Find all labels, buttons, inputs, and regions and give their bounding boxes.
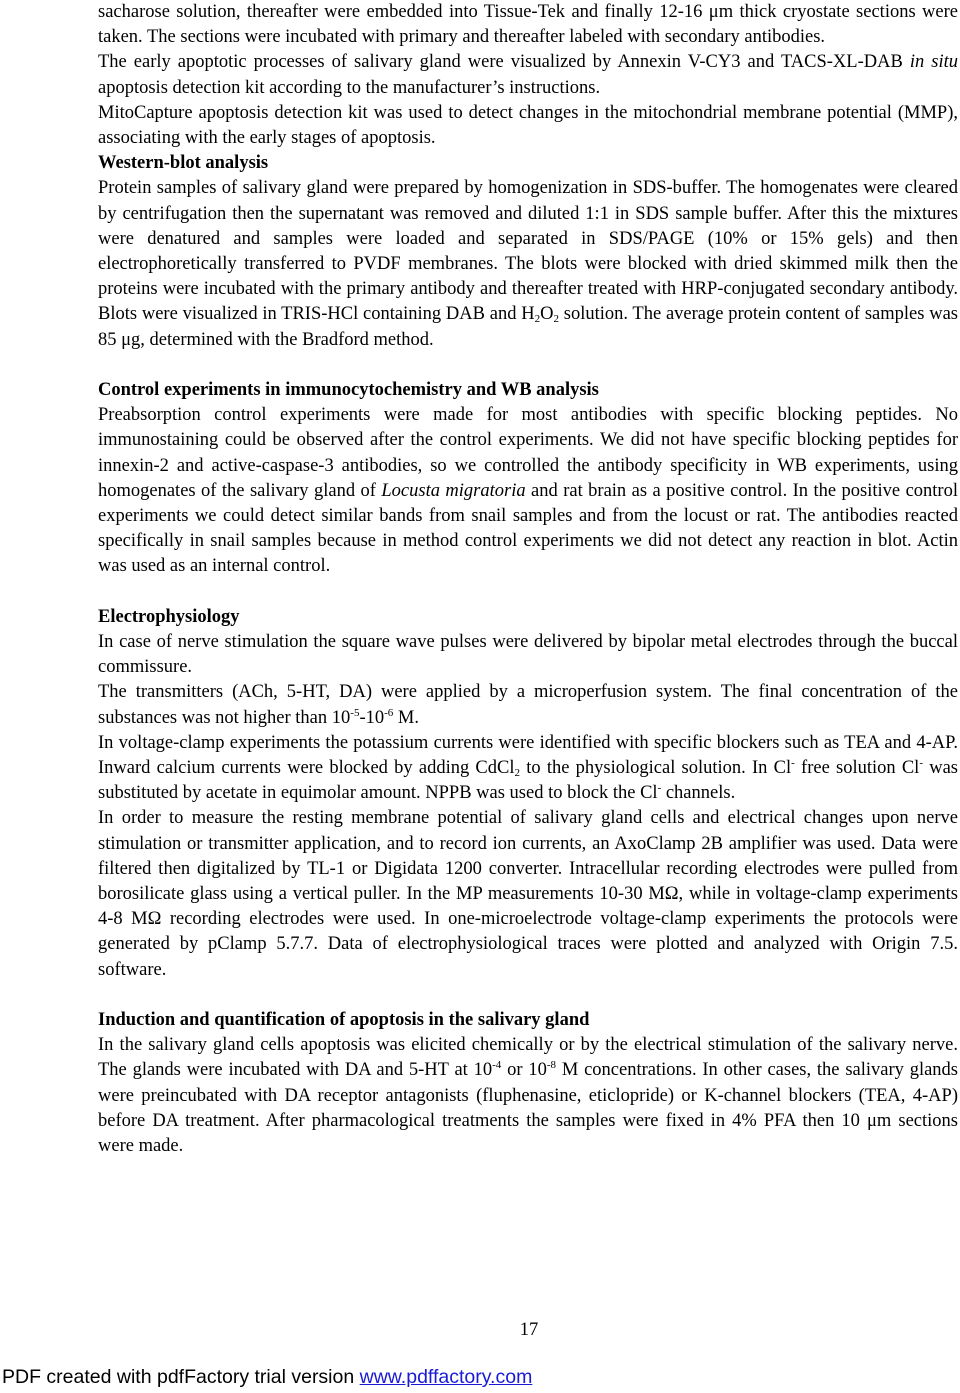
paragraph-early-apoptosis — [98, 50, 958, 100]
paragraph-transmitters — [98, 680, 958, 730]
paragraph-text: Preabsorption control experiments were made for most antibodies with specific blocking peptides. No immunostaining could be observed after the control experiments. We did not have specific blocking peptides for innexin-2 and active-caspase-3 antibodies, so we controlled the antibody specificity in WB experiments, using homogenates of the salivary gland of — [98, 405, 958, 501]
paragraph-mitocapture — [98, 101, 958, 151]
paragraph-text: M. — [393, 707, 419, 728]
footer-text: PDF created with pdfFactory trial version — [2, 1366, 360, 1388]
paragraph-nerve-stimulation: In case of nerve stimulation the square wave pulses were delivered by bipolar metal electrodes through the buccal commissure. — [98, 632, 958, 678]
paragraph-voltage-clamp — [98, 731, 958, 807]
paragraph-text: Protein samples of salivary gland were prepared by homogenization in SDS-buffer. The homogenates were cleared by centrifugation then the supernatant was removed and diluted 1:1 in SDS sample buffer. After this the mixtures were denatured and samples were loaded and separated in SDS/PAGE (10% or 15% gels) and then electrophoretically transferred to PVDF membranes. The blots were blocked with dried skimmed milk then the proteins were incubated with the primary antibody and thereafter treated with HRP-conjugated secondary antibody. Blots were visualized in TRIS-HCl containing DAB and H — [98, 178, 958, 325]
paragraph-text: apoptosis detection kit according to the manufacturer’s instructions. — [98, 77, 601, 98]
superscript: -6 — [384, 706, 394, 719]
pdf-footer — [2, 1366, 532, 1389]
italic-species-name: Locusta migratoria — [381, 480, 526, 501]
paragraph-text: solution. The average protein content of samples was 85 μg, determined with the Bradford method. — [98, 304, 958, 350]
subscript: 2 — [534, 313, 541, 326]
paragraph-text: -10 — [359, 707, 385, 728]
spacer — [98, 353, 958, 378]
section-heading-control-experiments: Control experiments in immunocytochemistry and WB analysis — [98, 380, 599, 401]
italic-term: in situ — [909, 52, 958, 73]
paragraph-control-experiments — [98, 403, 958, 579]
paragraph-text: In the salivary gland cells apoptosis was elicited chemically or by the electrical stimulation of the salivary nerve. The glands were incubated with DA and 5-HT at 10 — [98, 1035, 958, 1081]
section-heading-electrophysiology: Electrophysiology — [98, 606, 240, 627]
page-number: 17 — [519, 1320, 539, 1340]
spacer — [98, 580, 958, 605]
superscript: - — [919, 757, 923, 770]
paragraph-text: or 10 — [501, 1060, 547, 1081]
paragraph-text: to the physiological solution. In Cl — [520, 758, 792, 779]
paragraph-text: O — [540, 304, 554, 325]
superscript: -5 — [350, 706, 360, 719]
paragraph-text: sacharose solution, thereafter were embedded into Tissue-Tek and finally 12-16 μm thick cryostate sections were taken. The sections were incubated with primary and thereafter labeled with secondary antibodies. — [98, 2, 958, 48]
pdffactory-link[interactable]: www.pdffactory.com — [359, 1366, 533, 1388]
superscript: - — [791, 757, 795, 770]
paragraph-text: was substituted by acetate in equimolar amount. NPPB was used to block the Cl — [98, 758, 958, 804]
paragraph-text: The early apoptotic processes of salivary gland were visualized by Annexin V-CY3 and TACS-XL-DAB — [98, 52, 910, 73]
subscript: 2 — [553, 313, 559, 326]
paragraph-membrane-potential: In order to measure the resting membrane potential of salivary gland cells and electrical changes upon nerve stimulation or transmitter application, and to record ion currents, an AxoClamp 2B amplifier was used. Data were filtered then digitalized by TL-1 or Digidata 1200 converter. Intracellular recording electrodes were pulled from borosilicate glass using a vertical puller. In the MP measurements 10-30 MΩ, while in voltage-clamp experiments 4-8 MΩ recording electrodes were used. In one-microelectrode voltage-clamp experiments the protocols were generated by pClamp 5.7.7. Data of electrophysiological traces were plotted and analyzed with Origin 7.5. software. — [98, 808, 958, 980]
paragraph-apoptosis-induction — [98, 1033, 958, 1159]
section-heading-apoptosis-induction: Induction and quantification of apoptosis in the salivary gland — [98, 1010, 590, 1031]
subscript: 2 — [514, 767, 520, 780]
paragraph-sections — [98, 0, 958, 50]
superscript: -8 — [546, 1059, 557, 1072]
document-page — [98, 0, 958, 1159]
paragraph-text: free solution Cl — [794, 758, 920, 779]
paragraph-text: The transmitters (ACh, 5-HT, DA) were applied by a microperfusion system. The final concentration of the substances was not higher than 10 — [98, 682, 958, 728]
paragraph-western-blot — [98, 176, 958, 352]
section-heading-western-blot: Western-blot analysis — [98, 153, 269, 174]
superscript: -4 — [492, 1059, 502, 1072]
paragraph-text: In voltage-clamp experiments the potassium currents were identified with specific blockers such as TEA and 4-AP. Inward calcium currents were blocked by adding CdCl — [98, 732, 958, 779]
paragraph-text: M concentrations. In other cases, the salivary glands were preincubated with DA receptor antagonists (fluphenasine, eticlopride) or K-channel blockers (TEA, 4-AP) before DA treatment. After pharmacological treatments the samples were fixed in 4% PFA then 10 μm sections were made. — [98, 1060, 959, 1157]
spacer — [98, 983, 958, 1008]
paragraph-text: and rat brain as a positive control. In the positive control experiments we could detect similar bands from snail samples and from the locust or rat. The antibodies reacted specifically in snail samples because in method control experiments we did not detect any reaction in blot. Actin was used as an internal control. — [98, 480, 958, 577]
superscript: - — [657, 782, 662, 795]
paragraph-text: channels. — [661, 783, 736, 804]
paragraph-text: MitoCapture apoptosis detection kit was used to detect changes in the mitochondrial membrane potential (MMP), associating with the early stages of apoptosis. — [98, 102, 958, 149]
